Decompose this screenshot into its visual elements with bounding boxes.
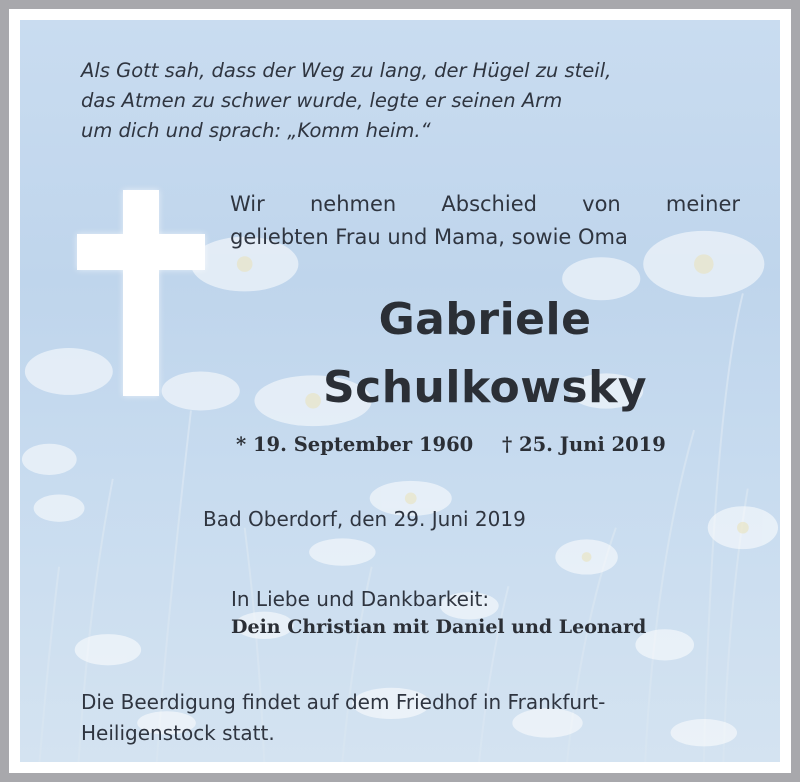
signature-greeting: In Liebe und Dankbarkeit: — [231, 587, 490, 611]
cross-vertical-beam — [123, 190, 159, 396]
deceased-last-name: Schulkowsky — [322, 362, 648, 413]
place-and-date: Bad Oberdorf, den 29. Juni 2019 — [203, 507, 526, 531]
quote-line: das Atmen zu schwer wurde, legte er seinen Arm — [81, 89, 563, 112]
farewell-intro — [230, 188, 740, 254]
signature-names: Dein Christian mit Daniel und Leonard — [231, 616, 647, 638]
quote-line: um dich und sprach: „Komm heim.“ — [81, 119, 431, 142]
funeral-info — [81, 687, 761, 749]
intro-line-2: geliebten Frau und Mama, sowie Oma — [230, 225, 628, 249]
christian-cross-icon — [77, 190, 205, 396]
life-dates — [236, 433, 746, 456]
funeral-line-2: Heiligenstock statt. — [81, 721, 275, 745]
death-date: † 25. Juni 2019 — [502, 433, 666, 456]
notice-background — [18, 18, 782, 764]
deceased-first-name: Gabriele — [378, 294, 592, 345]
birth-date: * 19. September 1960 — [236, 433, 474, 456]
funeral-line-1: Die Beerdigung findet auf dem Friedhof in Frankfurt- — [81, 690, 606, 714]
quote-line: Als Gott sah, dass der Weg zu lang, der Hügel zu steil, — [81, 59, 612, 82]
intro-line-1: Wir nehmen Abschied von meiner — [230, 192, 740, 216]
memorial-quote — [81, 56, 611, 146]
cross-horizontal-beam — [77, 234, 205, 270]
